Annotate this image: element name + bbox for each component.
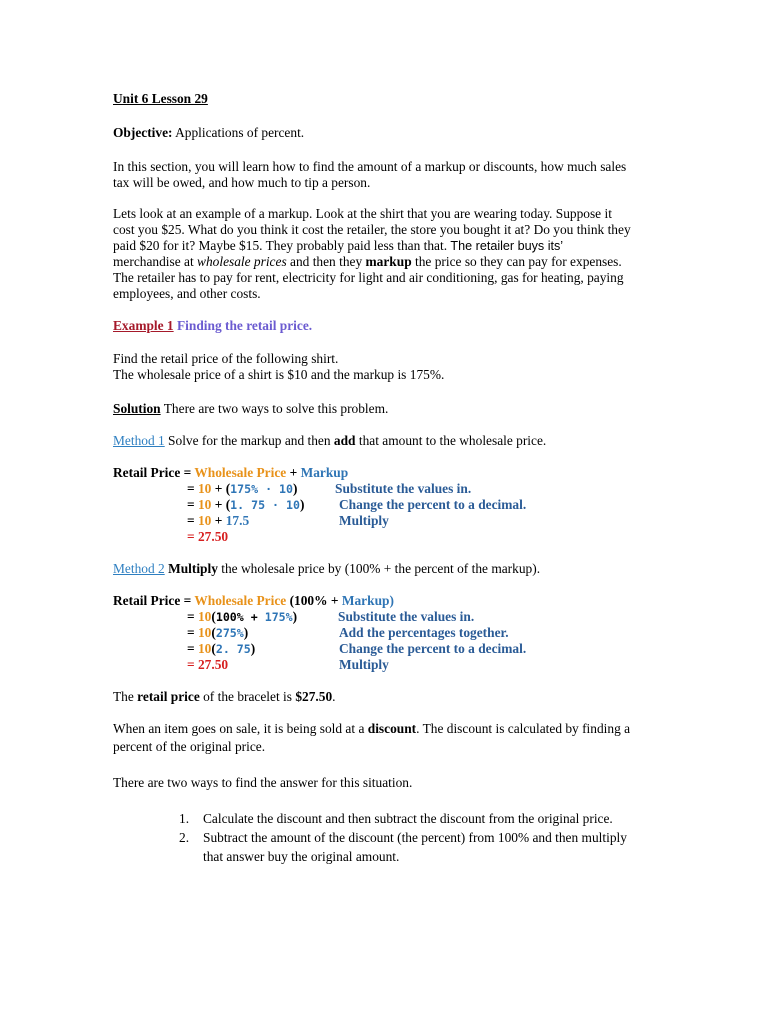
method1-line [113, 433, 546, 449]
m1-s2-close: ) [299, 497, 305, 512]
m2-s3-value: 2. 75 [215, 642, 251, 656]
m2-s1-eq: = [187, 609, 198, 624]
m1-s3-eq: = [187, 513, 198, 528]
m1-result: = 27.50 [187, 529, 229, 544]
m2-wholesale-label: Wholesale Price [194, 593, 287, 608]
retail-price-term: retail price [137, 689, 200, 704]
m2-result: = 27.50 [187, 657, 229, 672]
list-text: Calculate the discount and then subtract the discount from the original price. [203, 811, 613, 826]
m2-step-1 [187, 609, 297, 625]
method2-label: Method 2 [113, 561, 165, 576]
method2-line [113, 561, 540, 577]
m2-s2-eq: = [187, 625, 198, 640]
list-number: 1. [179, 811, 190, 826]
m2-result-note: Multiply [339, 657, 389, 672]
wholesale-prices-term: wholesale prices [197, 254, 287, 269]
method1-label: Method 1 [113, 433, 165, 448]
solution-text: There are two ways to solve this problem. [160, 401, 389, 416]
m2-s2-ten: 10 [197, 625, 212, 640]
m2-step-3-note: Change the percent to a decimal. [339, 641, 527, 656]
markup-term: markup [365, 254, 412, 269]
list-text: Subtract the amount of the discount (the percent) from 100% and then multiply [203, 830, 627, 845]
find-line-2: The wholesale price of a shirt is $10 and the markup is 175%. [113, 367, 445, 382]
markup-line-3-sans: The retailer buys its’ [450, 239, 564, 253]
m1-s3-value: 17.5 [225, 513, 250, 528]
discount-1c: . The discount is calculated by finding a [416, 721, 631, 736]
example-title: Finding the retail price. [173, 318, 313, 333]
m1-s1-expr: 175% · 10 [230, 482, 293, 496]
example-label: Example 1 [113, 318, 174, 333]
m2-s3-ten: 10 [197, 641, 212, 656]
m2-s2-value: 275% [215, 626, 244, 640]
intro-line-2: tax will be owed, and how much to tip a person. [113, 175, 371, 190]
m2-s1-markup: 175% [264, 610, 293, 624]
method1-add: add [333, 433, 356, 448]
markup-line-1: Lets look at an example of a markup. Look at the shirt that you are wearing today. Suppose it [113, 206, 612, 221]
list-item [113, 811, 673, 827]
discount-term: discount [367, 721, 417, 736]
markup-line-3 [113, 238, 563, 254]
m2-s3-close: ) [250, 641, 256, 656]
discount-line-1 [113, 721, 630, 737]
m1-markup-label: Markup [300, 465, 349, 480]
m1-step-3 [187, 513, 249, 529]
discount-1a: When an item goes on sale, it is being sold at a [113, 721, 368, 736]
m1-plus: + [286, 465, 301, 480]
markup-line-4-e: the price so they can pay for expenses. [411, 254, 622, 269]
result-sentence [113, 689, 336, 705]
result-c: of the bracelet is [199, 689, 296, 704]
markup-line-5: The retailer has to pay for rent, electricity for light and air conditioning, gas for heating, paying [113, 270, 624, 285]
m1-s2-expr: 1. 75 · 10 [230, 498, 300, 512]
m2-s3-eq: = [187, 641, 198, 656]
solution-label: Solution [113, 401, 161, 416]
m1-step-1 [187, 481, 297, 497]
m1-s2-eq: = [187, 497, 198, 512]
result-amount: $27.50 [295, 689, 333, 704]
m1-retail-label: Retail Price = [113, 465, 195, 480]
m2-step-2-note: Add the percentages together. [339, 625, 509, 640]
lesson-title: Unit 6 Lesson 29 [113, 91, 208, 106]
list-number: 2. [179, 830, 190, 845]
objective-label: Objective: [113, 125, 173, 140]
m2-s2-close: ) [243, 625, 249, 640]
m1-s2-plus: + ( [211, 497, 231, 512]
m2-s2-open: ( [211, 625, 216, 640]
m2-s1-open: ( [211, 609, 216, 624]
m2-s1-hundred: 100% + [215, 610, 265, 624]
m1-s1-ten: 10 [197, 481, 212, 496]
m2-step-1-note: Substitute the values in. [338, 609, 475, 624]
markup-line-6: employees, and other costs. [113, 286, 261, 301]
m1-s1-plus: + ( [211, 481, 231, 496]
m2-retail-label: Retail Price = [113, 593, 195, 608]
m1-step-3-note: Multiply [339, 513, 389, 528]
m2-step-2 [187, 625, 248, 641]
markup-line-4-a: merchandise at [113, 254, 198, 269]
m2-paren: (100% + [286, 593, 342, 608]
m2-markup-label: Markup) [341, 593, 394, 608]
markup-line-4 [113, 254, 622, 270]
discount-line-2: percent of the original price. [113, 739, 266, 754]
m2-step-3 [187, 641, 255, 657]
method1-text-a: Solve for the markup and then [164, 433, 334, 448]
markup-line-4-c: and then they [286, 254, 366, 269]
m1-formula [113, 465, 348, 481]
result-a: The [113, 689, 138, 704]
m1-s1-close: ) [293, 481, 298, 496]
markup-line-2: cost you $25. What do you think it cost the retailer, the store you bought it at? Do you think they [113, 222, 631, 237]
objective [113, 125, 304, 141]
m1-s3-ten: 10 [197, 513, 212, 528]
objective-text: Applications of percent. [172, 125, 305, 140]
solution-line [113, 401, 388, 417]
m1-step-2-note: Change the percent to a decimal. [339, 497, 527, 512]
m1-s3-plus: + [211, 513, 226, 528]
m2-s1-ten: 10 [197, 609, 212, 624]
m1-step-1-note: Substitute the values in. [335, 481, 472, 496]
markup-line-3-text: paid $20 for it? Maybe $15. They probably paid less than that. [113, 238, 451, 253]
intro-line-1: In this section, you will learn how to find the amount of a markup or discounts, how much sales [113, 159, 627, 174]
two-ways-line: There are two ways to find the answer for this situation. [113, 775, 413, 790]
list-item [113, 830, 673, 846]
method2-multiply: Multiply [168, 561, 218, 576]
list-item-continuation: that answer buy the original amount. [203, 849, 400, 864]
m1-wholesale-label: Wholesale Price [194, 465, 287, 480]
m2-s1-close: ) [292, 609, 298, 624]
method1-text-c: that amount to the wholesale price. [355, 433, 547, 448]
m1-s2-ten: 10 [197, 497, 212, 512]
result-e: . [332, 689, 336, 704]
m2-formula [113, 593, 394, 609]
m2-s3-open: ( [211, 641, 216, 656]
find-line-1: Find the retail price of the following shirt. [113, 351, 339, 366]
method2-text-c: the wholesale price by (100% + the percent of the markup). [217, 561, 541, 576]
m1-step-2 [187, 497, 304, 513]
example-heading [113, 318, 312, 334]
m1-s1-eq: = [187, 481, 198, 496]
